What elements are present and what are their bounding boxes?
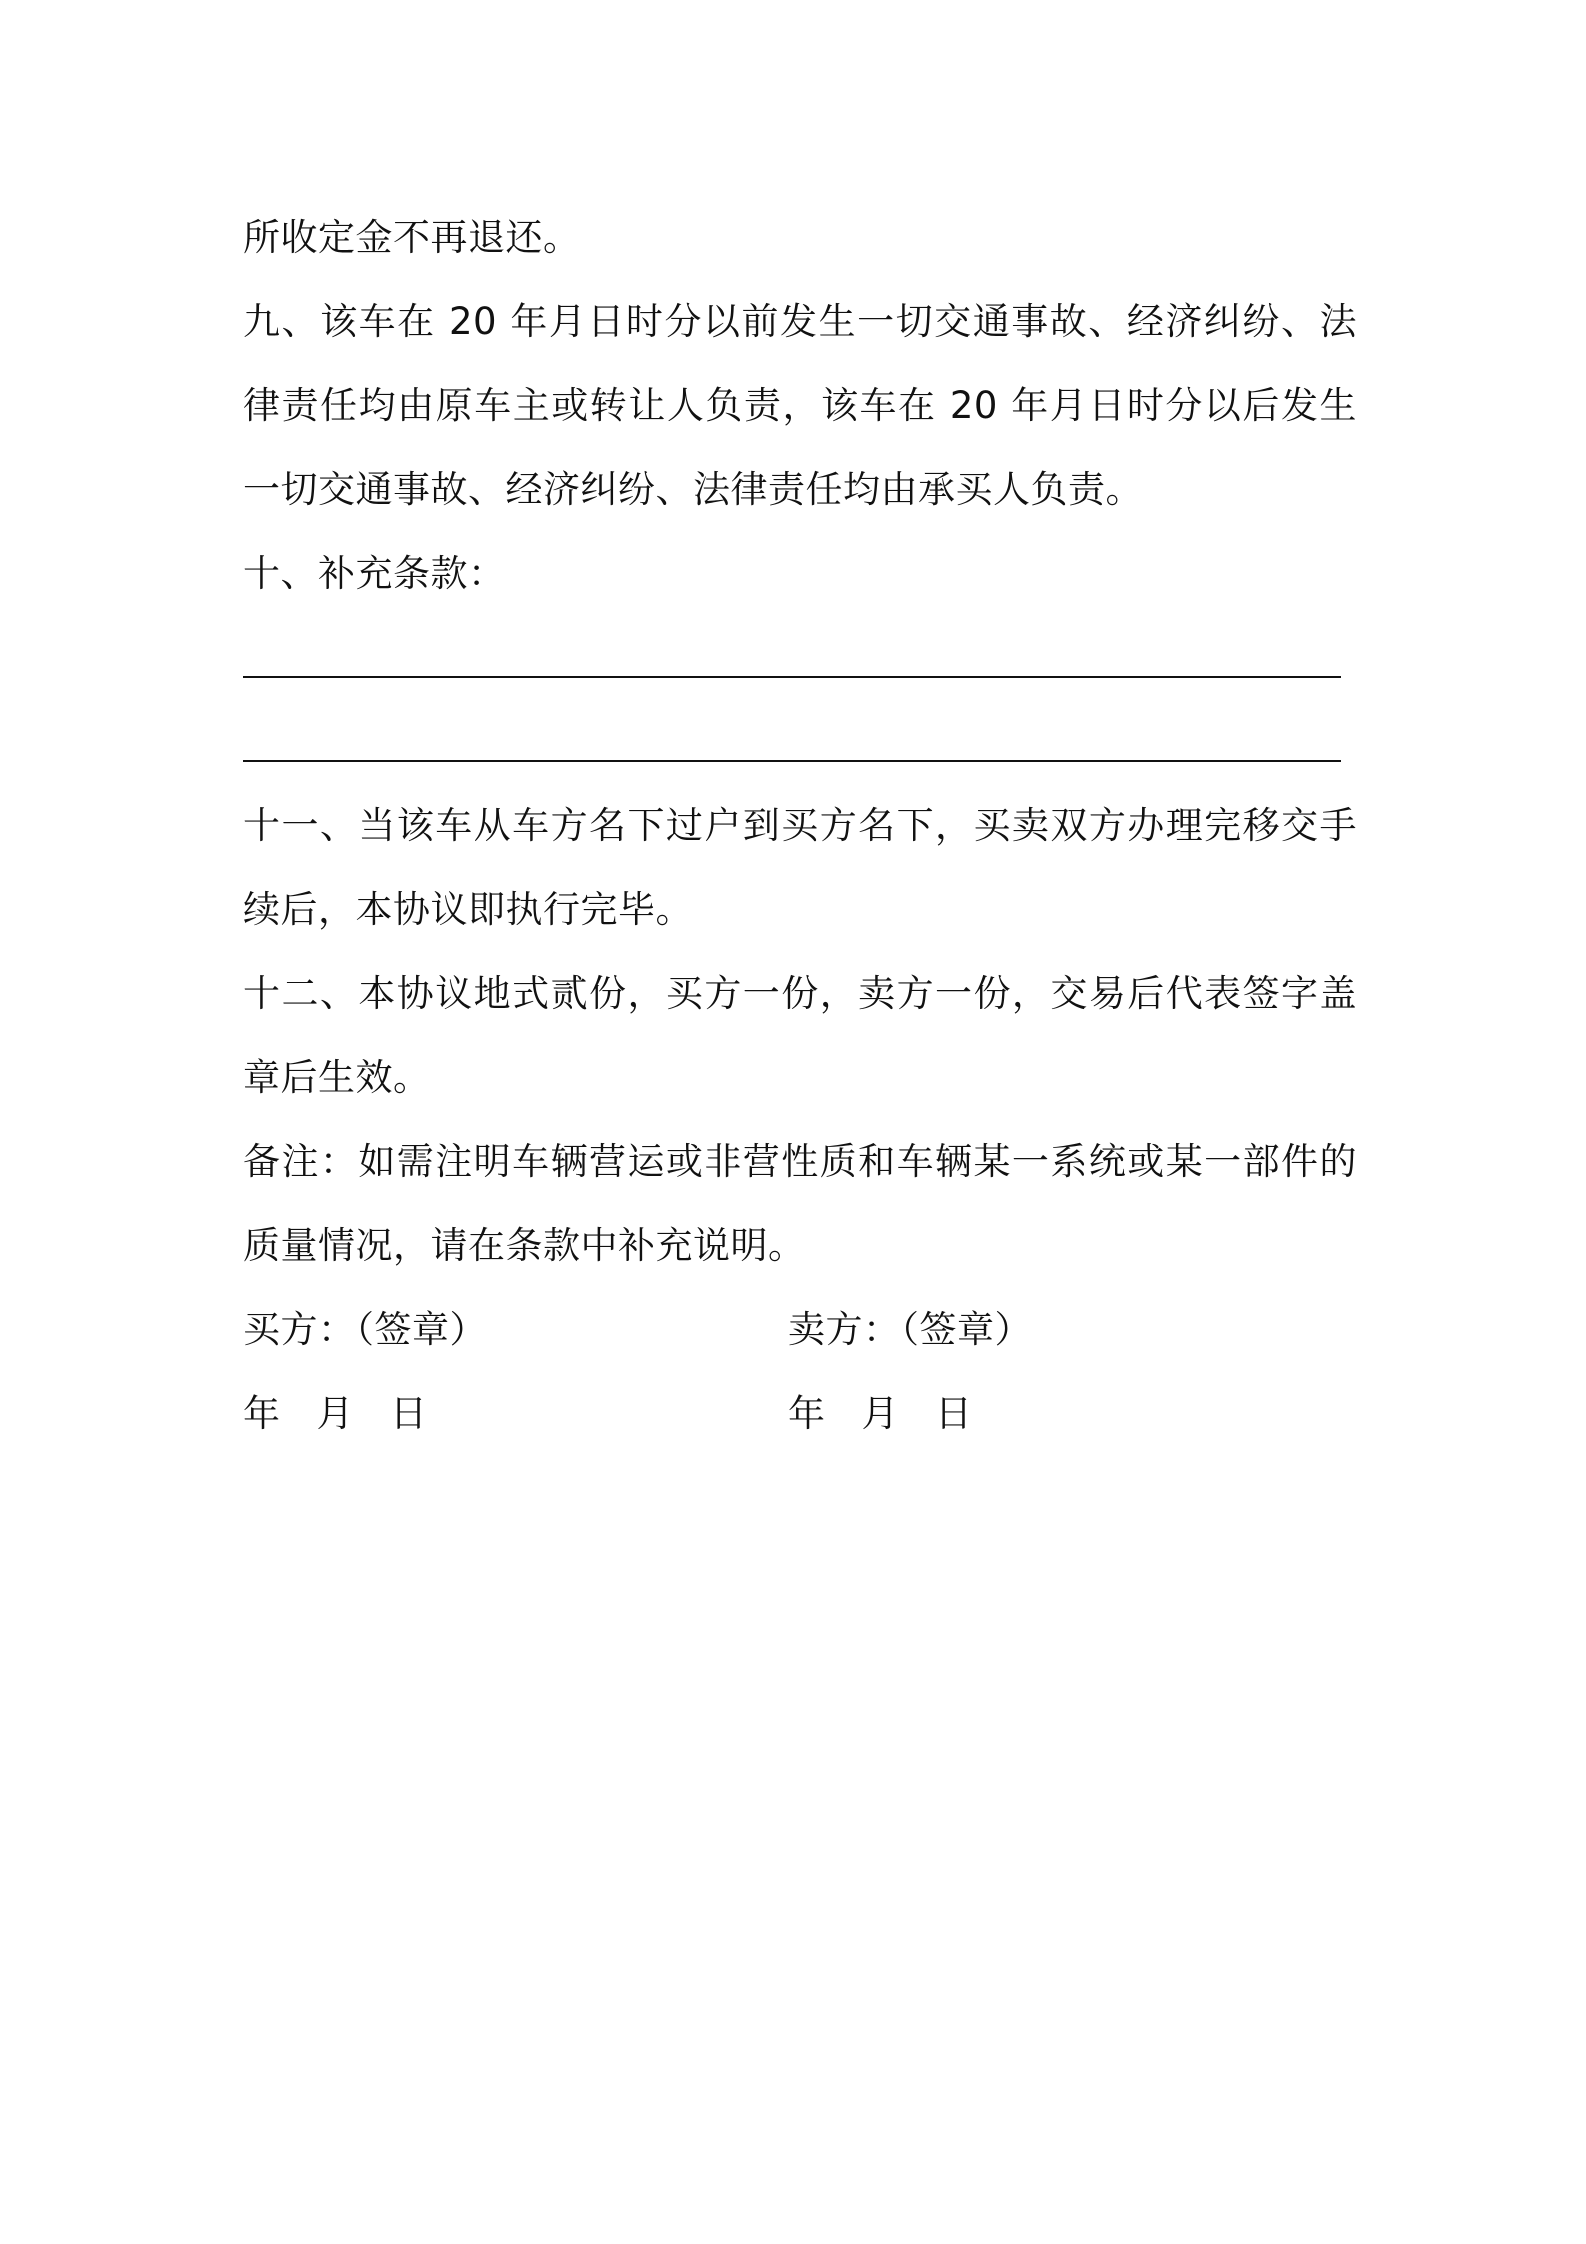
date-month: 月 — [861, 1392, 899, 1435]
seller-signature: 卖方：（签章） — [788, 1308, 1032, 1351]
date-row — [243, 1372, 1357, 1456]
date-year: 年 — [243, 1392, 281, 1435]
clause-twelve: 十二、本协议地式贰份，买方一份，卖方一份，交易后代表签字盖章后生效。 — [243, 972, 1357, 1099]
supplement-blank-line-1 — [243, 616, 1357, 700]
buyer-date — [243, 1372, 788, 1456]
date-day: 日 — [935, 1392, 973, 1435]
clause-ten: 十、补充条款： — [243, 552, 506, 595]
underline-rule — [243, 676, 1341, 678]
buyer-signature: 买方：（签章） — [243, 1308, 487, 1351]
underline-rule — [243, 760, 1341, 762]
signature-row — [243, 1288, 1357, 1372]
remark-note: 备注：如需注明车辆营运或非营性质和车辆某一系统或某一部件的质量情况，请在条款中补充说明。 — [243, 1140, 1357, 1267]
date-year: 年 — [788, 1392, 826, 1435]
clause-eleven: 十一、当该车从车方名下过户到买方名下，买卖双方办理完移交手续后，本协议即执行完毕。 — [243, 804, 1357, 931]
date-day: 日 — [390, 1392, 428, 1435]
date-month: 月 — [316, 1392, 354, 1435]
seller-date — [788, 1372, 1333, 1456]
clause-nine: 九、该车在 20 年月日时分以前发生一切交通事故、经济纠纷、法律责任均由原车主或转让人负责，该车在 20 年月日时分以后发生一切交通事故、经济纠纷、法律责任均由承买人负责。 — [243, 300, 1357, 511]
supplement-blank-line-2 — [243, 700, 1357, 784]
paragraph-deposit-note: 所收定金不再退还。 — [243, 216, 581, 259]
document-body — [243, 196, 1357, 1456]
